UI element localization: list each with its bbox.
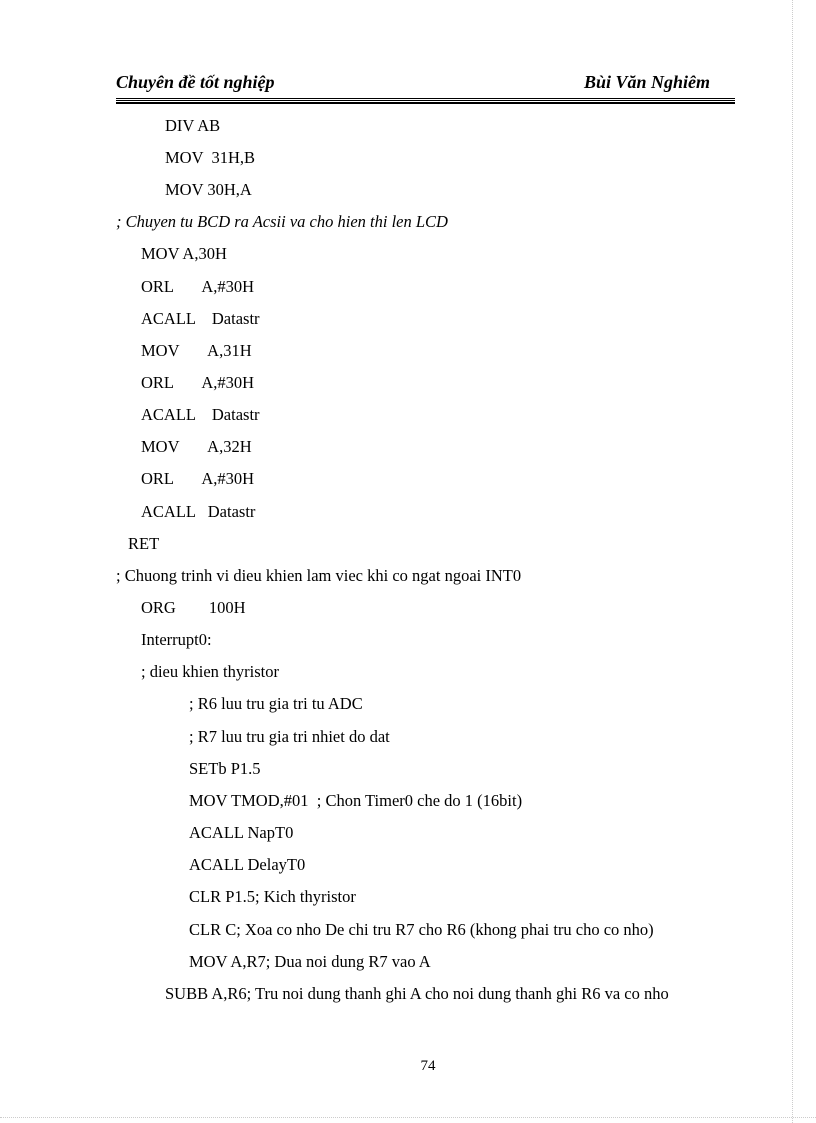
code-line: MOV A,31H: [141, 341, 252, 360]
page-header: [116, 72, 736, 98]
comment-line: ; R7 luu tru gia tri nhiet do dat: [189, 727, 390, 746]
code-line: ACALL Datastr: [141, 309, 260, 328]
code-line: CLR C; Xoa co nho De chi tru R7 cho R6 (khong phai tru cho co nho): [189, 920, 654, 939]
code-line: ACALL Datastr: [141, 405, 260, 424]
code-line: RET: [128, 534, 160, 553]
comment-line: ; Chuong trinh vi dieu khien lam viec khi co ngat ngoai INT0: [116, 566, 522, 585]
code-line: ACALL Datastr: [141, 502, 256, 521]
page-edge-bottom: [0, 1117, 816, 1118]
code-line: CLR P1.5; Kich thyristor: [189, 887, 356, 906]
comment-line: ; dieu khien thyristor: [141, 662, 279, 681]
code-line: Interrupt0:: [141, 630, 212, 649]
code-line: MOV TMOD,#01 ; Chon Timer0 che do 1 (16bit): [189, 791, 523, 810]
code-line: MOV 30H,A: [165, 180, 252, 199]
code-line: MOV A,32H: [141, 437, 252, 456]
page-edge-right: [792, 0, 793, 1123]
code-line: MOV 31H,B: [165, 148, 256, 167]
comment-line: ; R6 luu tru gia tri tu ADC: [189, 694, 363, 713]
code-line: ORL A,#30H: [141, 469, 255, 488]
code-line: DIV AB: [165, 116, 221, 135]
code-line: ORG 100H: [141, 598, 246, 617]
header-rule-top: [116, 98, 735, 99]
code-line: ORL A,#30H: [141, 277, 255, 296]
code-line: SUBB A,R6; Tru noi dung thanh ghi A cho noi dung thanh ghi R6 va co nho: [165, 984, 669, 1003]
code-line: ORL A,#30H: [141, 373, 255, 392]
code-line: ACALL DelayT0: [189, 855, 306, 874]
header-author: Bùi Văn Nghiêm: [583, 72, 710, 92]
code-line: MOV A,R7; Dua noi dung R7 vao A: [189, 952, 431, 971]
code-line: SETb P1.5: [189, 759, 261, 778]
header-rule-bottom: [116, 102, 735, 104]
page-number: 74: [420, 1058, 436, 1074]
header-rule-middle: [116, 100, 735, 101]
code-line: ACALL NapT0: [189, 823, 294, 842]
header-title: Chuyên đề tốt nghiệp: [116, 72, 275, 92]
code-line: MOV A,30H: [141, 244, 227, 263]
comment-line: ; Chuyen tu BCD ra Acsii va cho hien thi len LCD: [116, 212, 448, 231]
